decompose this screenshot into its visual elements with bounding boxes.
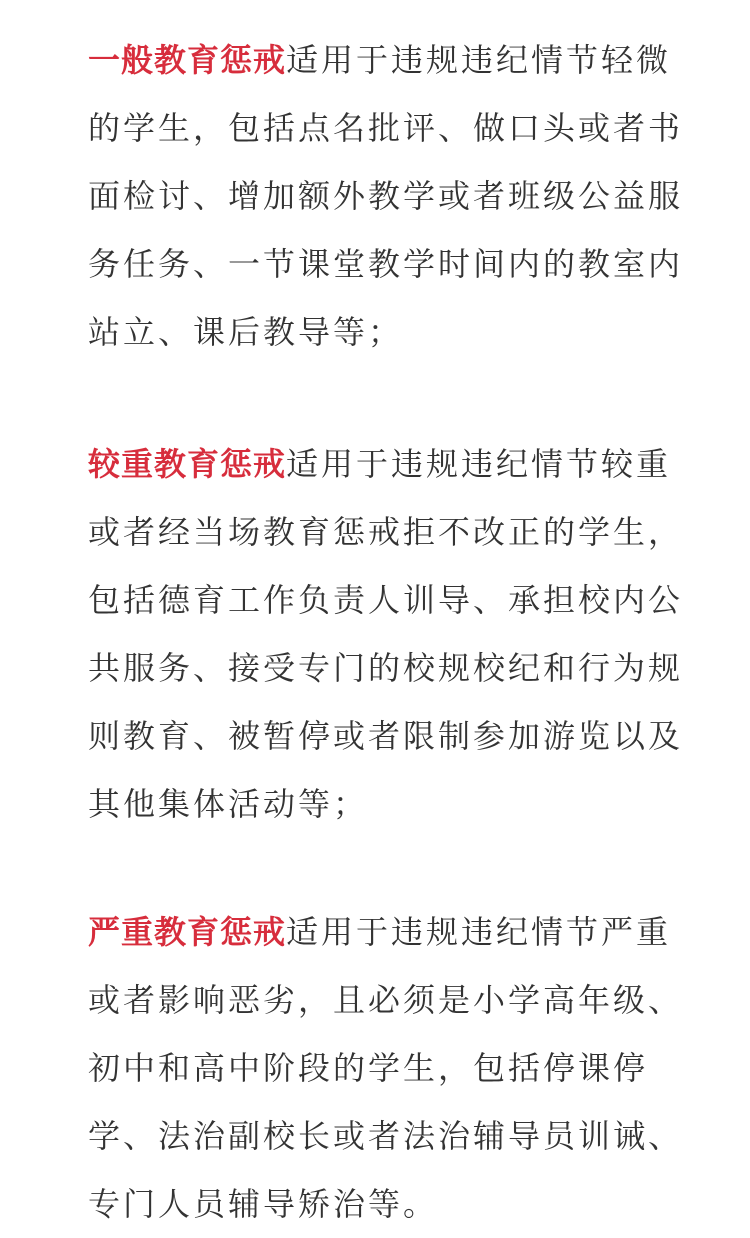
line-text: 适用于违规违纪情节严重 [286,913,672,951]
paragraph-line: 初中和高中阶段的学生，包括停课停 [88,1049,649,1087]
term-general-discipline: 一般教育惩戒 [88,41,287,79]
paragraph-line: 的学生，包括点名批评、做口头或者书 [88,109,684,147]
section-severe-discipline [88,898,684,1238]
section-serious-discipline [88,430,684,838]
line-text: 适用于违规违纪情节轻微 [286,41,672,79]
paragraph-line: 则教育、被暂停或者限制参加游览以及 [88,717,684,755]
paragraph-line: 共服务、接受专门的校规校纪和行为规 [88,649,684,687]
paragraph-line: 面检讨、增加额外教学或者班级公益服 [88,177,684,215]
paragraph-line: 或者经当场教育惩戒拒不改正的学生， [88,513,684,551]
paragraph-line [88,898,673,966]
paragraph-line: 站立、课后教导等； [88,313,404,351]
paragraph-line: 其他集体活动等； [88,785,369,823]
section-general-discipline [88,26,684,366]
paragraph-line: 包括德育工作负责人训导、承担校内公 [88,581,684,619]
paragraph-line: 或者影响恶劣，且必须是小学高年级、 [88,981,684,1019]
term-serious-discipline: 较重教育惩戒 [88,445,287,483]
paragraph-line: 学、法治副校长或者法治辅导员训诫、 [88,1117,684,1155]
paragraph-line: 务任务、一节课堂教学时间内的教室内 [88,245,684,283]
line-text: 适用于违规违纪情节较重 [286,445,672,483]
paragraph-line [88,430,673,498]
paragraph-line: 专门人员辅导矫治等。 [88,1185,439,1223]
term-severe-discipline: 严重教育惩戒 [88,913,287,951]
paragraph-line [88,26,673,94]
